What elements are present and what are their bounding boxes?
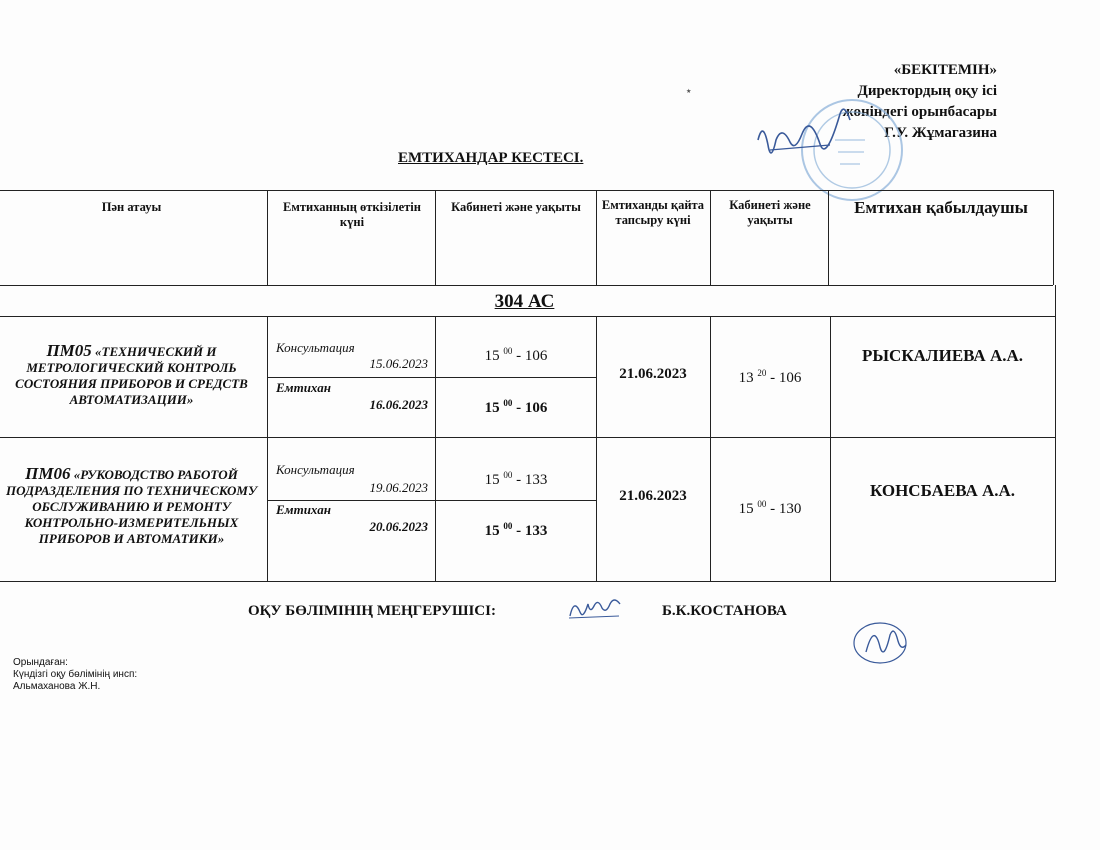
exam-schedule-table — [0, 190, 1056, 582]
prepared-by-name: Альмаханова Ж.Н. — [13, 681, 101, 692]
retake-hour: 15 — [738, 501, 754, 517]
prepared-by-position: Күндізгі оқу бөлімінің инсп: — [13, 669, 138, 680]
retake-date: 21.06.2023 — [619, 488, 687, 504]
subject-name: «РУКОВОДСТВО РАБОТОЙ ПОДРАЗДЕЛЕНИЯ ПО ТЕХНИЧЕСКОМУ ОБСЛУЖИВАНИЮ И РЕМОНТУ КОНТРОЛЬНО-ИЗМЕРИТЕЛЬНЫХ ПРИБОРОВ И АВТОМАТИКИ» — [5, 467, 258, 546]
exam-time-room — [436, 521, 596, 540]
header-retake-room-time: Кабинеті және уақыты — [729, 198, 811, 227]
header-examiner: Емтихан қабылдаушы — [854, 198, 1028, 217]
retake-time-room — [710, 499, 830, 518]
consultation-room: - 106 — [516, 348, 548, 364]
exam-time-room — [436, 398, 596, 417]
examiner-name: КОНСБАЕВА А.А. — [869, 481, 1016, 500]
consultation-minutes: 00 — [503, 470, 513, 480]
prepared-by-block — [13, 657, 137, 693]
exam-room: - 106 — [516, 400, 548, 416]
examiner-name: РЫСКАЛИЕВА А.А. — [861, 346, 1024, 365]
subject-cell — [0, 466, 267, 547]
retake-minutes: 00 — [757, 499, 767, 509]
consultation-room: - 133 — [516, 472, 548, 488]
exam-minutes: 00 — [503, 398, 513, 408]
consultation-hour: 15 — [484, 472, 500, 488]
consultation-label: Консультация — [276, 340, 355, 355]
retake-time-room — [710, 368, 830, 387]
exam-date: 16.06.2023 — [369, 397, 428, 412]
head-of-department-name: Б.К.КОСТАНОВА — [662, 603, 787, 619]
exam-hour: 15 — [484, 523, 500, 539]
secondary-signature — [848, 618, 918, 668]
consultation-date: 19.06.2023 — [369, 480, 428, 495]
retake-room: - 106 — [770, 370, 802, 386]
retake-hour: 13 — [738, 370, 754, 386]
approval-position-line2: жөніндегі орынбасары — [842, 104, 997, 120]
approval-position-line1: Директордың оқу ісі — [857, 83, 997, 99]
prepared-by-label: Орындаған: — [13, 657, 68, 668]
exam-label: Емтихан — [276, 502, 331, 517]
subject-cell — [0, 343, 267, 408]
retake-minutes: 20 — [757, 368, 767, 378]
head-signature — [565, 596, 625, 626]
head-of-department-label: ОҚУ БӨЛІМІНІҢ МЕҢГЕРУШІСІ: — [248, 603, 496, 619]
subject-name: «ТЕХНИЧЕСКИЙ И МЕТРОЛОГИЧЕСКИЙ КОНТРОЛЬ СОСТОЯНИЯ ПРИБОРОВ И СРЕДСТВ АВТОМАТИЗАЦИИ» — [15, 344, 248, 407]
exam-label: Емтихан — [276, 380, 331, 395]
exam-hour: 15 — [484, 400, 500, 416]
header-retake-date: Емтиханды қайта тапсыру күні — [601, 198, 705, 227]
header-subject: Пән атауы — [101, 200, 162, 214]
consultation-date: 15.06.2023 — [369, 356, 428, 371]
consultation-time-room — [436, 470, 596, 489]
header-exam-date: Емтиханның өткізілетін күні — [283, 200, 421, 229]
approval-name: Г.У. Жұмагазина — [884, 125, 997, 141]
exam-minutes: 00 — [503, 521, 513, 531]
page-title: ЕМТИХАНДАР КЕСТЕСІ. — [398, 150, 584, 166]
retake-date: 21.06.2023 — [619, 366, 687, 382]
consultation-label: Консультация — [276, 462, 355, 477]
consultation-minutes: 00 — [503, 346, 513, 356]
exam-room: - 133 — [516, 523, 548, 539]
subject-code: ПМ05 — [46, 341, 92, 360]
scan-speck: ٭ — [686, 86, 692, 97]
group-name: 304 АС — [494, 291, 555, 312]
exam-date: 20.06.2023 — [369, 519, 428, 534]
subject-code: ПМ06 — [25, 464, 71, 483]
consultation-hour: 15 — [484, 348, 500, 364]
approval-heading: «БЕКІТЕМІН» — [893, 62, 997, 78]
consultation-time-room — [436, 346, 596, 365]
header-room-time: Кабинеті және уақыты — [451, 200, 581, 214]
retake-room: - 130 — [770, 501, 802, 517]
